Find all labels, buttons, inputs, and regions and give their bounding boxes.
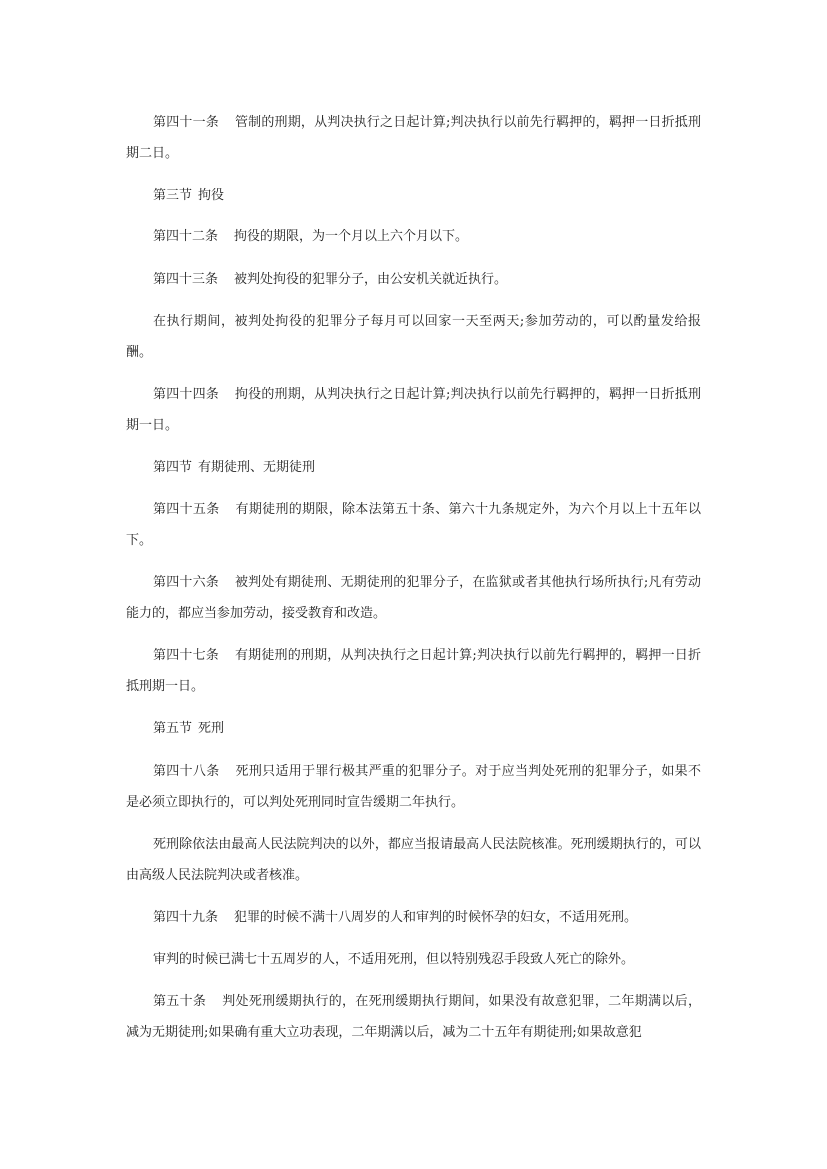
article-text: 判处死刑缓期执行的，在死刑缓期执行期间，如果没有故意犯罪，二年期满以后，减为无期徒刑;如果确有重大立功表现，二年期满以后，减为二十五年有期徒刑;如果故意犯 bbox=[126, 994, 701, 1040]
article-48 bbox=[126, 756, 701, 818]
article-number: 第四十三条 bbox=[153, 272, 219, 287]
article-number: 第四十七条 bbox=[153, 648, 219, 663]
article-42 bbox=[126, 221, 701, 252]
article-50 bbox=[126, 986, 701, 1048]
article-number: 第四十八条 bbox=[153, 764, 220, 779]
article-48-paragraph-2 bbox=[126, 829, 701, 891]
article-number: 第四十一条 bbox=[153, 115, 219, 130]
article-text: 被判处有期徒刑、无期徒刑的犯罪分子，在监狱或者其他执行场所执行;凡有劳动能力的，都应当参加劳动，接受教育和改造。 bbox=[126, 575, 701, 621]
article-46 bbox=[126, 567, 701, 629]
article-43-paragraph-2 bbox=[126, 306, 701, 368]
section-5-heading bbox=[126, 713, 701, 744]
article-41 bbox=[126, 107, 701, 169]
article-text: 被判处拘役的犯罪分子，由公安机关就近执行。 bbox=[234, 272, 508, 287]
article-47 bbox=[126, 640, 701, 702]
section-number: 第四节 bbox=[153, 460, 193, 475]
article-text: 有期徒刑的刑期，从判决执行之日起计算;判决执行以前先行羁押的，羁押一日折抵刑期一日。 bbox=[126, 648, 701, 694]
article-number: 第五十条 bbox=[153, 994, 207, 1009]
article-45 bbox=[126, 494, 701, 556]
section-number: 第三节 bbox=[153, 188, 193, 203]
article-text: 死刑只适用于罪行极其严重的犯罪分子。对于应当判处死刑的犯罪分子，如果不是必须立即执行的，可以判处死刑同时宣告缓期二年执行。 bbox=[126, 764, 701, 810]
paragraph-text: 死刑除依法由最高人民法院判决的以外，都应当报请最高人民法院核准。死刑缓期执行的，可以由高级人民法院判决或者核准。 bbox=[126, 837, 701, 883]
article-text: 有期徒刑的期限，除本法第五十条、第六十九条规定外，为六个月以上十五年以下。 bbox=[126, 502, 701, 548]
article-number: 第四十二条 bbox=[153, 229, 219, 244]
section-title: 死刑 bbox=[198, 721, 225, 736]
article-49 bbox=[126, 902, 701, 933]
section-title: 有期徒刑、无期徒刑 bbox=[198, 460, 316, 475]
paragraph-text: 审判的时候已满七十五周岁的人，不适用死刑，但以特别残忍手段致人死亡的除外。 bbox=[153, 952, 635, 967]
article-number: 第四十六条 bbox=[153, 575, 219, 590]
article-text: 犯罪的时候不满十八周岁的人和审判的时候怀孕的妇女，不适用死刑。 bbox=[234, 910, 638, 925]
article-44 bbox=[126, 379, 701, 441]
section-3-heading bbox=[126, 180, 701, 211]
section-4-heading bbox=[126, 452, 701, 483]
article-text: 拘役的期限，为一个月以上六个月以下。 bbox=[234, 229, 469, 244]
article-43 bbox=[126, 264, 701, 295]
section-title: 拘役 bbox=[198, 188, 225, 203]
article-text: 管制的刑期，从判决执行之日起计算;判决执行以前先行羁押的，羁押一日折抵刑期二日。 bbox=[126, 115, 701, 161]
article-number: 第四十五条 bbox=[153, 502, 220, 517]
article-text: 拘役的刑期，从判决执行之日起计算;判决执行以前先行羁押的，羁押一日折抵刑期一日。 bbox=[126, 387, 701, 433]
section-number: 第五节 bbox=[153, 721, 193, 736]
article-number: 第四十四条 bbox=[153, 387, 219, 402]
article-number: 第四十九条 bbox=[153, 910, 219, 925]
article-49-paragraph-2 bbox=[126, 944, 701, 975]
paragraph-text: 在执行期间，被判处拘役的犯罪分子每月可以回家一天至两天;参加劳动的，可以酌量发给报酬。 bbox=[126, 314, 701, 360]
